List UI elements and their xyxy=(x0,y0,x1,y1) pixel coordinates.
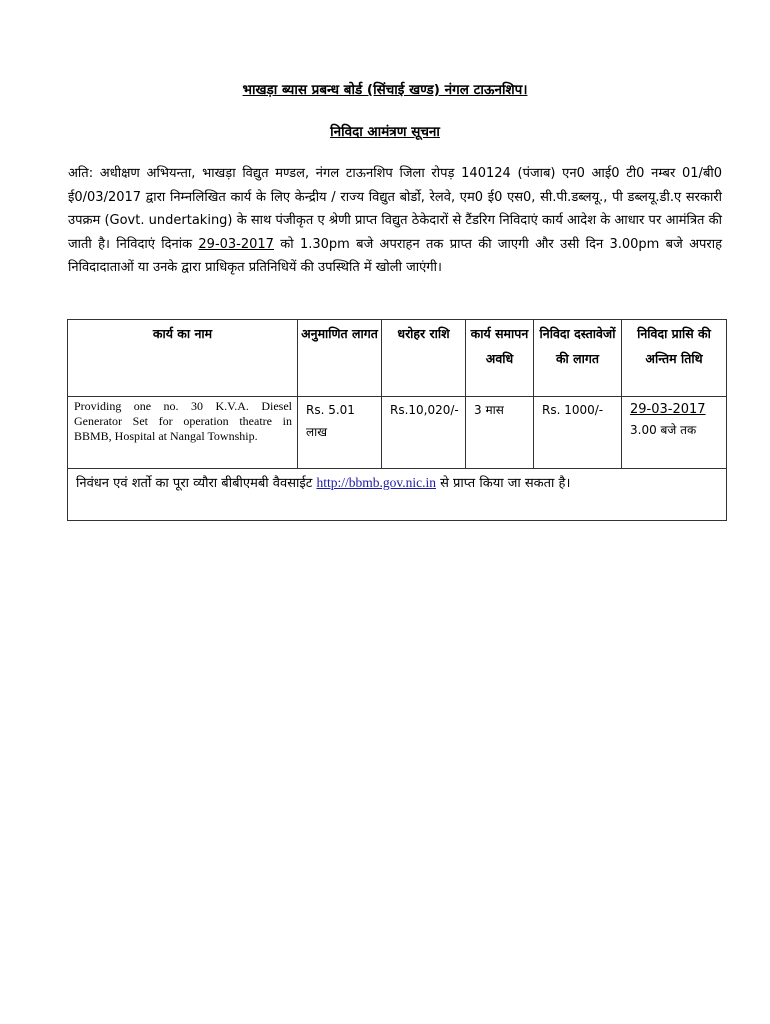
header-earnest-money: धरोहर राशि xyxy=(382,320,466,397)
header-document-cost: निविदा दस्तावेजों की लागत xyxy=(534,320,622,397)
completion-period-cell: 3 मास xyxy=(466,397,534,469)
footer-text-end: से प्राप्त किया जा सकता है। xyxy=(440,476,571,491)
table-footer-row xyxy=(68,469,727,521)
website-link[interactable]: http://bbmb.gov.nic.in xyxy=(316,475,436,490)
notice-title: निविदा आमंत्रण सूचना xyxy=(330,124,440,140)
organization-title: भाखड़ा ब्यास प्रबन्ध बोर्ड (सिंचाई खण्ड) नंगल टाऊनशिप। xyxy=(242,82,528,98)
paragraph-text-end: को 1.30pm बजे अपराहन तक प्राप्त की जाएगी और उसी दिन 3.00pm बजे अपराह निविदादाताओं या उनके द्वारा प्राधिकृत प्रतिनिधियें की उपस्थिति में खोली जाएंगी। xyxy=(68,236,722,276)
last-time-value: 3.00 बजे तक xyxy=(630,423,697,437)
earnest-money-cell: Rs.10,020/- xyxy=(382,397,466,469)
footer-text-start: निवंधन एवं शर्तो का पूरा व्यौरा बीबीएमबी वैवसाईट xyxy=(76,476,313,491)
estimated-cost-cell xyxy=(298,397,382,469)
footer-note-cell xyxy=(68,469,727,521)
header-estimated-cost: अनुमाणित लागत xyxy=(298,320,382,397)
header-last-date: निविदा प्रासि की अन्तिम तिथि xyxy=(622,320,727,397)
paragraph-text-start: अति: अधीक्षण अभियन्ता, भाखड़ा विद्युत मण्डल, नंगल टाऊनशिप जिला रोपड़ 140124 (पंजाब) एन0 आई0 टी0 नम्बर 01/बी0 ई0/03/2017 द्वारा निम्नलिखित कार्य के लिए केन्द्रीय / राज्य विद्युत बोर्डो, रेलवे, एम0 ई0 एस0, सी.पी.डब्लयू., पी डब्लयू.डी.ए सरकारी उपक्रम (Govt. undertaking) के साथ पंजीकृत ए श्रेणी प्राप्त विद्युत ठेकेदारों से टैंडरिग निविदाएं कार्य आदेश के आधार पर आमंत्रित की जाती है। निविदाएं दिनांक xyxy=(68,166,722,252)
tender-table xyxy=(67,319,727,521)
work-name-cell: Providing one no. 30 K.V.A. Diesel Generator Set for operation theatre in BBMB, Hospital at Nangal Township. xyxy=(68,397,298,469)
table-header-row xyxy=(68,320,727,397)
notice-paragraph xyxy=(68,162,722,280)
estimated-cost-amount: Rs. 5.01 xyxy=(306,403,355,417)
last-date-value: 29-03-2017 xyxy=(630,402,706,417)
header-work-name: कार्य का नाम xyxy=(68,320,298,397)
submission-date: 29-03-2017 xyxy=(198,236,274,252)
header-completion-period: कार्य समापन अवधि xyxy=(466,320,534,397)
document-cost-cell: Rs. 1000/- xyxy=(534,397,622,469)
table-row xyxy=(68,397,727,469)
last-date-cell xyxy=(622,397,727,469)
estimated-cost-unit: लाख xyxy=(306,425,328,439)
